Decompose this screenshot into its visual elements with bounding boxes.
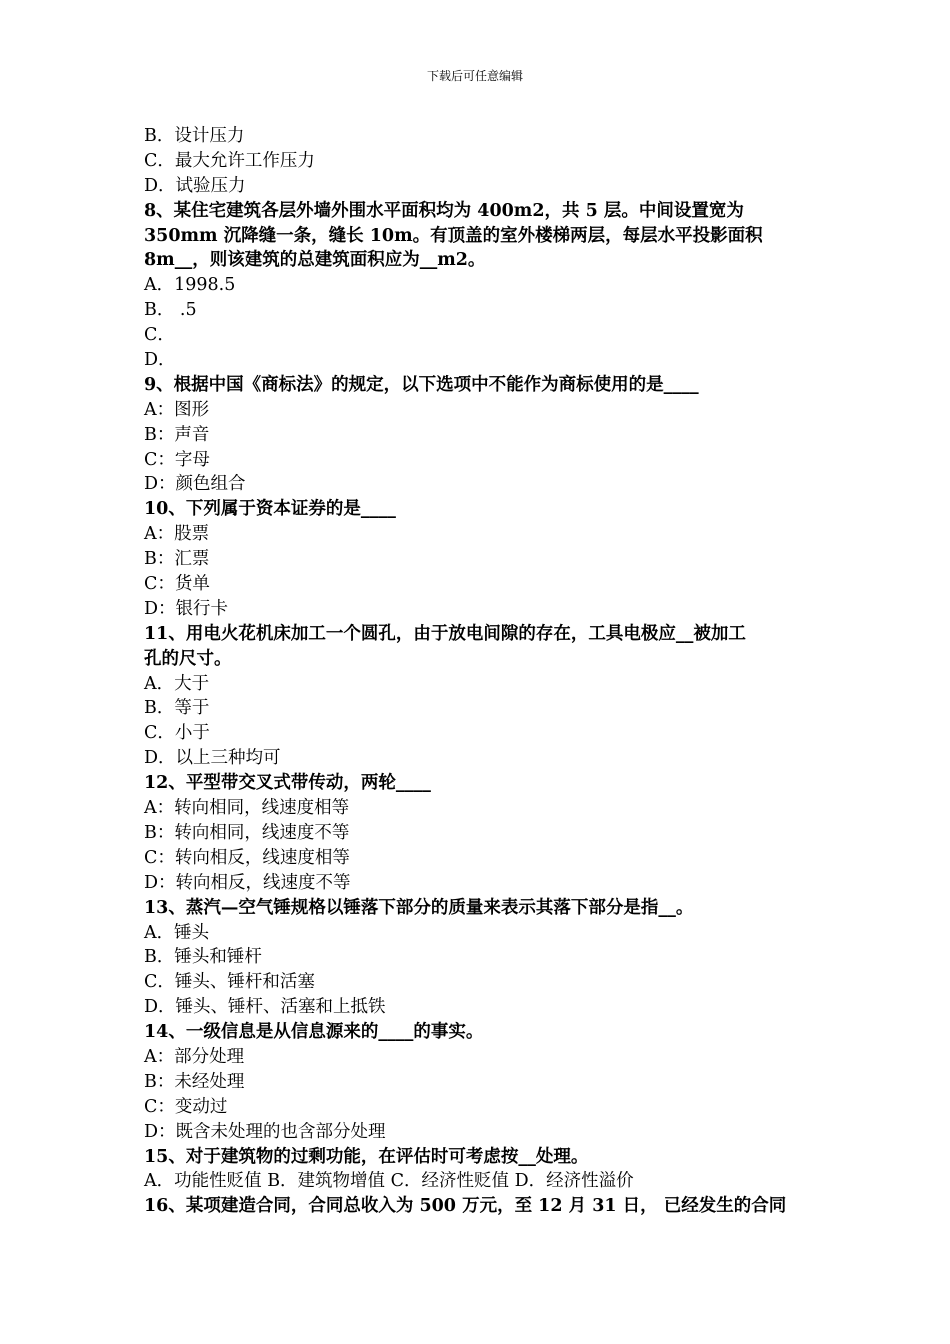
answer-option: C．最大允许工作压力 xyxy=(144,150,315,171)
answer-option: D．以上三种均可 xyxy=(144,748,281,769)
answer-option: A：部分处理 xyxy=(144,1046,245,1067)
document-body xyxy=(144,124,809,1219)
question-text-line: 8、某住宅建筑各层外墙外围水平面积均为 400m2，共 5 层。中间设置宽为 xyxy=(144,200,744,221)
answer-option: D．试验压力 xyxy=(144,175,246,196)
answer-option: B：汇票 xyxy=(144,549,210,570)
answer-option: C．小于 xyxy=(144,723,210,744)
question-text-line: 13、蒸汽—空气锤规格以锤落下部分的质量来表示其落下部分是指__。 xyxy=(144,897,694,918)
answer-option: A．功能性贬值 B．建筑物增值 C．经济性贬值 D．经济性溢价 xyxy=(144,1171,634,1192)
answer-option: C：转向相反，线速度相等 xyxy=(144,847,350,868)
answer-option: C：变动过 xyxy=(144,1096,228,1117)
answer-option: C． xyxy=(144,325,175,346)
question-text-line: 8m__，则该建筑的总建筑面积应为__m2。 xyxy=(144,250,486,271)
answer-option: D：银行卡 xyxy=(144,598,229,619)
answer-option: B．锤头和锤杆 xyxy=(144,947,262,968)
answer-option: C：字母 xyxy=(144,449,210,470)
answer-option: B．等于 xyxy=(144,698,210,719)
answer-option: A．1998.5 xyxy=(144,275,236,296)
question-text-line: 350mm 沉降缝一条，缝长 10m。有顶盖的室外楼梯两层，每层水平投影面积 xyxy=(144,225,763,246)
answer-option: B：转向相同，线速度不等 xyxy=(144,822,350,843)
question-text-line: 10、下列属于资本证券的是____ xyxy=(144,499,396,520)
answer-option: B． .5 xyxy=(144,300,197,321)
page-header: 下载后可任意编辑 xyxy=(426,69,523,83)
answer-option: B：声音 xyxy=(144,424,210,445)
answer-option: D：转向相反，线速度不等 xyxy=(144,872,351,893)
answer-option: D：颜色组合 xyxy=(144,474,246,495)
answer-option: A：图形 xyxy=(144,399,210,420)
answer-option: D．锤头、锤杆、活塞和上抵铁 xyxy=(144,997,386,1018)
question-text-line: 9、根据中国《商标法》的规定，以下选项中不能作为商标使用的是____ xyxy=(144,374,699,395)
answer-option: A．锤头 xyxy=(144,922,210,943)
answer-option: D． xyxy=(144,350,176,371)
question-text-line: 12、平型带交叉式带传动，两轮____ xyxy=(144,773,431,794)
question-text-line: 孔的尺寸。 xyxy=(144,648,232,669)
answer-option: B：未经处理 xyxy=(144,1071,245,1092)
answer-option: C：货单 xyxy=(144,574,210,595)
answer-option: D：既含未处理的也含部分处理 xyxy=(144,1121,386,1142)
answer-option: C．锤头、锤杆和活塞 xyxy=(144,972,315,993)
question-text-line: 14、一级信息是从信息源来的____的事实。 xyxy=(144,1022,484,1043)
question-text-line: 11、用电火花机床加工一个圆孔，由于放电间隙的存在，工具电极应__被加工 xyxy=(144,623,746,644)
question-text-line: 16、某项建造合同，合同总收入为 500 万元，至 12 月 31 日， 已经发生的合同 xyxy=(144,1196,787,1217)
answer-option: B．设计压力 xyxy=(144,126,245,146)
answer-option: A．大于 xyxy=(144,673,210,694)
answer-option: A：转向相同，线速度相等 xyxy=(144,798,350,819)
question-text-line: 15、对于建筑物的过剩功能，在评估时可考虑按__处理。 xyxy=(144,1146,589,1167)
answer-option: A：股票 xyxy=(144,524,210,545)
